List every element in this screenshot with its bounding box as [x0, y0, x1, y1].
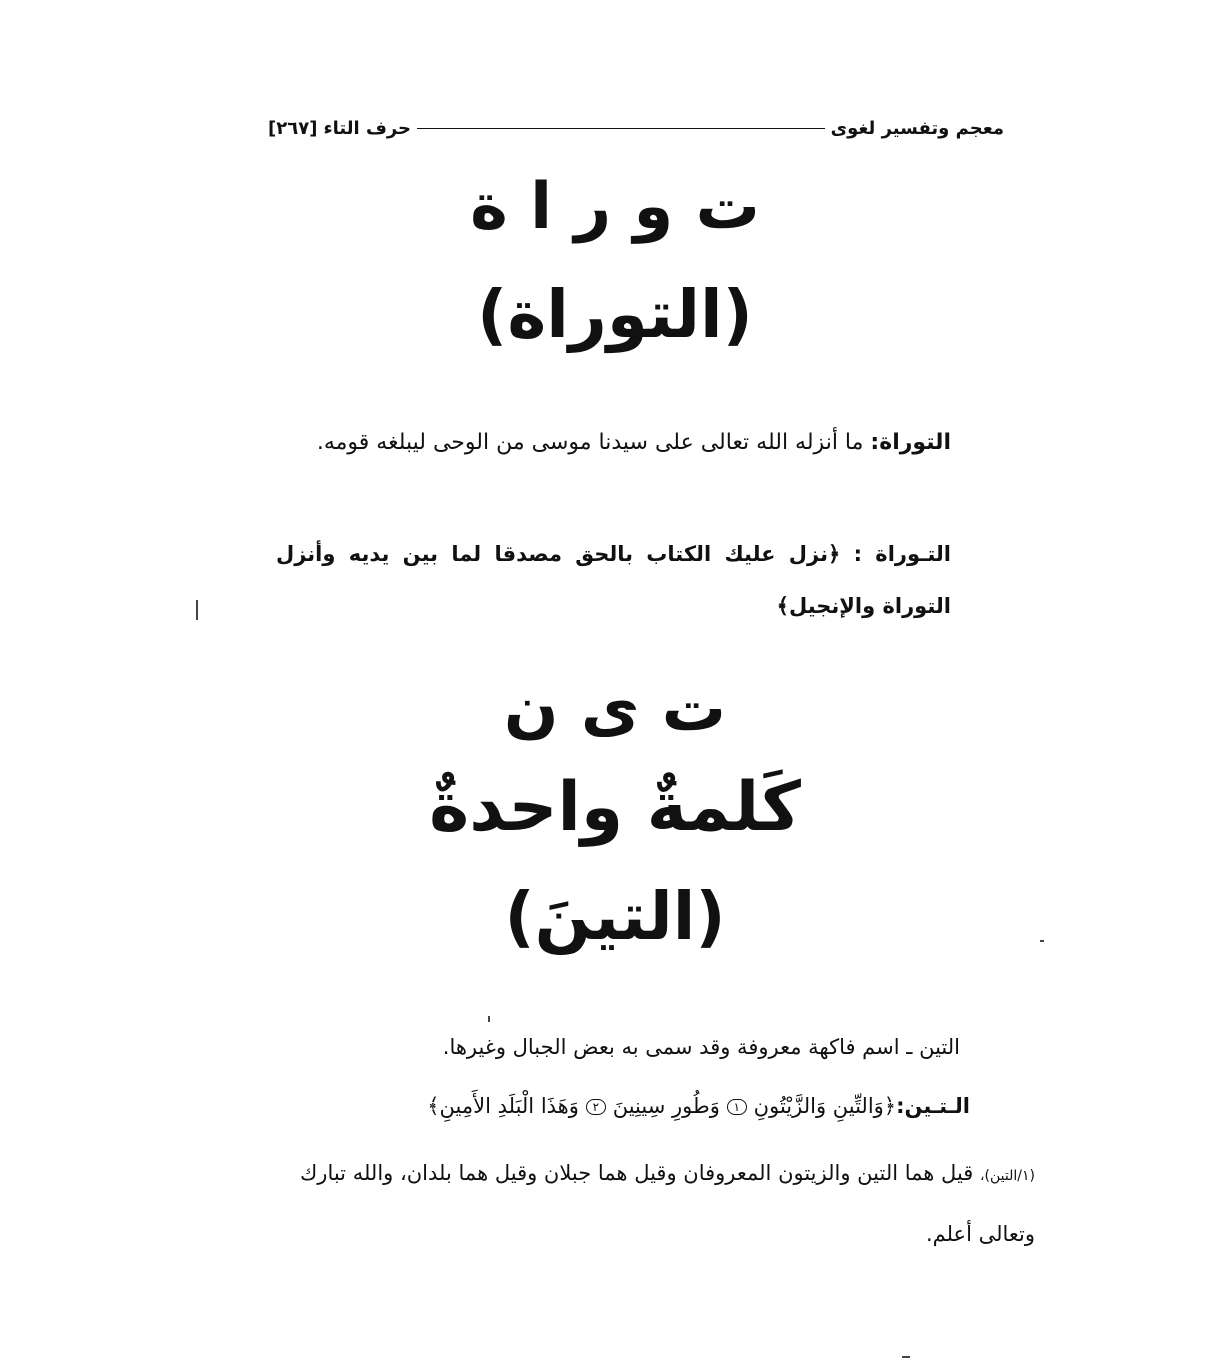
entry2-verse-line	[290, 1084, 970, 1128]
entry1-definition	[276, 414, 951, 471]
verse-number-2: ٢	[586, 1099, 606, 1115]
scan-mark	[1040, 940, 1044, 942]
verse-number-1: ١	[727, 1099, 747, 1115]
entry2-subtitle: كَلمةٌ واحدةٌ	[429, 768, 801, 847]
scan-mark	[488, 1016, 490, 1022]
entry1-root-letters: ت و ر ا ة	[470, 170, 760, 244]
entry2-root-letters: ت ى ن	[503, 672, 727, 746]
running-header	[268, 108, 1004, 148]
verse-part-1: ﴿وَالتِّينِ وَالزَّيْتُونِ	[753, 1094, 897, 1118]
page-number: [٢٦٧]	[268, 117, 318, 139]
entry2-definition: التين ـ اسم فاكهة معروفة وقد سمى به بعض الجبال وغيرها.	[442, 1035, 960, 1059]
entry1-headword: (التوراة)	[477, 276, 753, 353]
entry2-quote-label: الـتـين:	[896, 1094, 970, 1118]
book-title: معجم وتفسير لغوى	[830, 117, 1004, 139]
entry1-quranic-quote	[276, 528, 951, 632]
scan-mark	[196, 600, 198, 620]
entry2-commentary	[300, 1144, 1035, 1263]
section-name: حرف التاء	[323, 117, 412, 139]
entry2-commentary-text: قيل هما التين والزيتون المعروفان وقيل هما جبلان وقيل هما بلدان، والله تبارك وتعالى أعلم.	[300, 1161, 1035, 1246]
verse-part-2: وَطُورِ سِينِينَ	[612, 1094, 720, 1118]
scan-mark	[902, 1356, 910, 1358]
entry2-reference: (١/التين)،	[980, 1168, 1035, 1184]
entry1-definition-text: ما أنزله الله تعالى على سيدنا موسى من الوحى ليبلغه قومه.	[316, 430, 864, 455]
header-rule	[417, 128, 825, 129]
entry1-quote-label: التـوراة :	[853, 542, 951, 566]
verse-part-3: وَهَذَا الْبَلَدِ الأَمِينِ﴾	[427, 1094, 579, 1118]
entry1-definition-label: التوراة:	[870, 430, 951, 455]
entry2-headword: (التينَ)	[504, 878, 726, 955]
entry1-quote-text: ﴿نزل عليك الكتاب بالحق مصدقا لما بين يديه وأنزل التوراة والإنجيل﴾	[276, 542, 951, 618]
